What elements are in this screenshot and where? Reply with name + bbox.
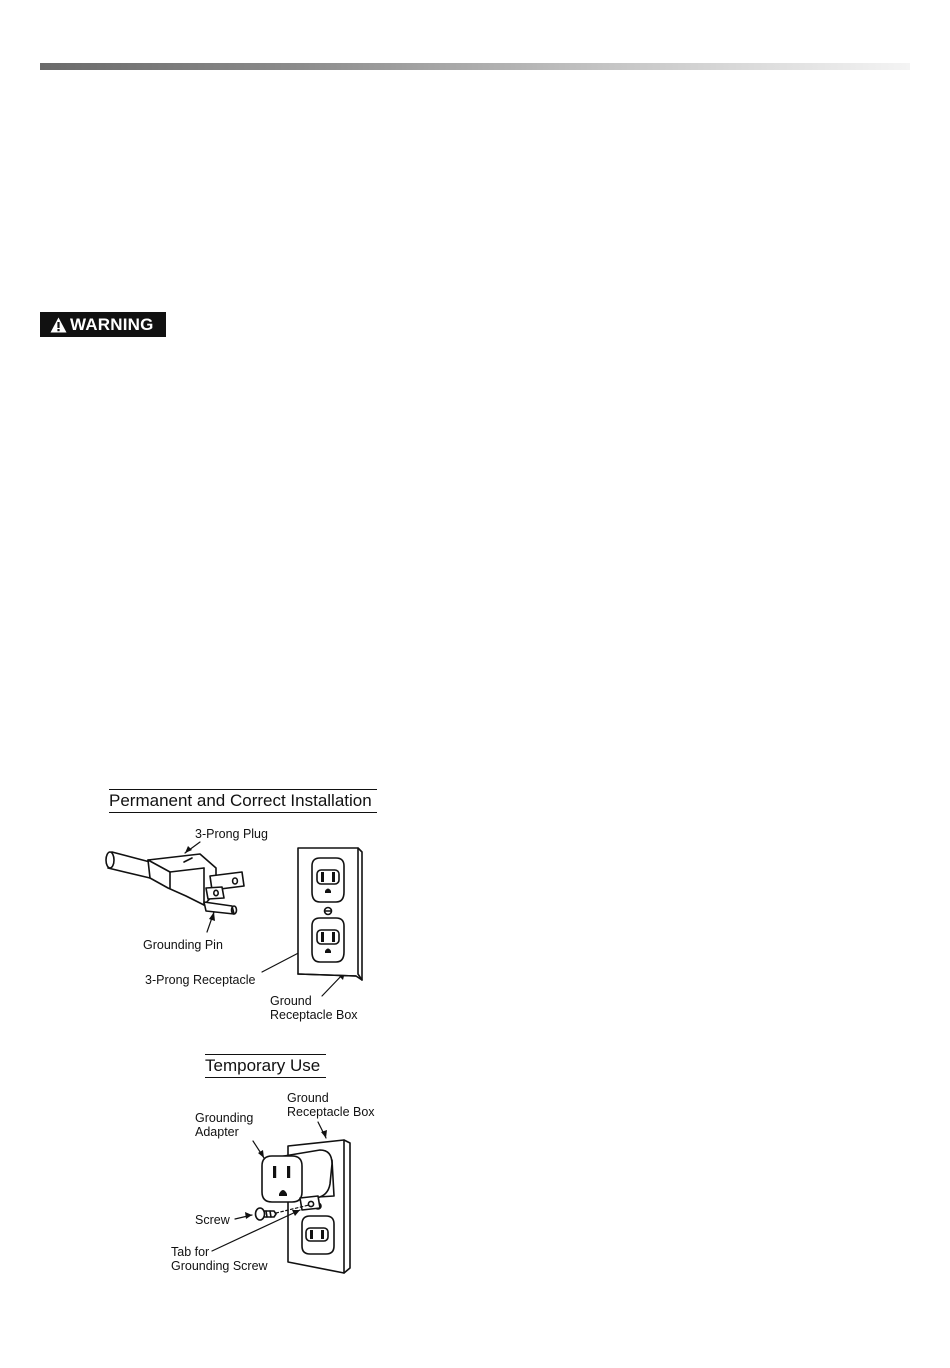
- temp-ground-receptacle-box-label-line1: Ground: [287, 1091, 329, 1105]
- tab-for-grounding-screw-label-line1: Tab for: [171, 1245, 210, 1259]
- permanent-installation-title: Permanent and Correct Installation: [109, 789, 377, 813]
- screw: [256, 1208, 277, 1220]
- grounding-adapter-label-line2: Adapter: [195, 1125, 239, 1139]
- three-prong-receptacle-label: 3-Prong Receptacle: [145, 973, 256, 987]
- grounding-adapter-label-line1: Grounding: [195, 1111, 254, 1125]
- screw-label: Screw: [195, 1213, 230, 1227]
- grounding-pin-label: Grounding Pin: [143, 938, 223, 952]
- ground-receptacle-box-label-line1: Ground: [270, 994, 312, 1008]
- temporary-use-title: Temporary Use: [205, 1054, 326, 1078]
- temp-ground-receptacle-box-label-line2: Receptacle Box: [287, 1105, 375, 1119]
- warning-label: WARNING: [70, 314, 154, 334]
- tab-for-grounding-screw-label-line2: Grounding Screw: [171, 1259, 268, 1273]
- ground-receptacle-box-label-line2: Receptacle Box: [270, 1008, 358, 1022]
- three-prong-plug-label: 3-Prong Plug: [195, 827, 268, 841]
